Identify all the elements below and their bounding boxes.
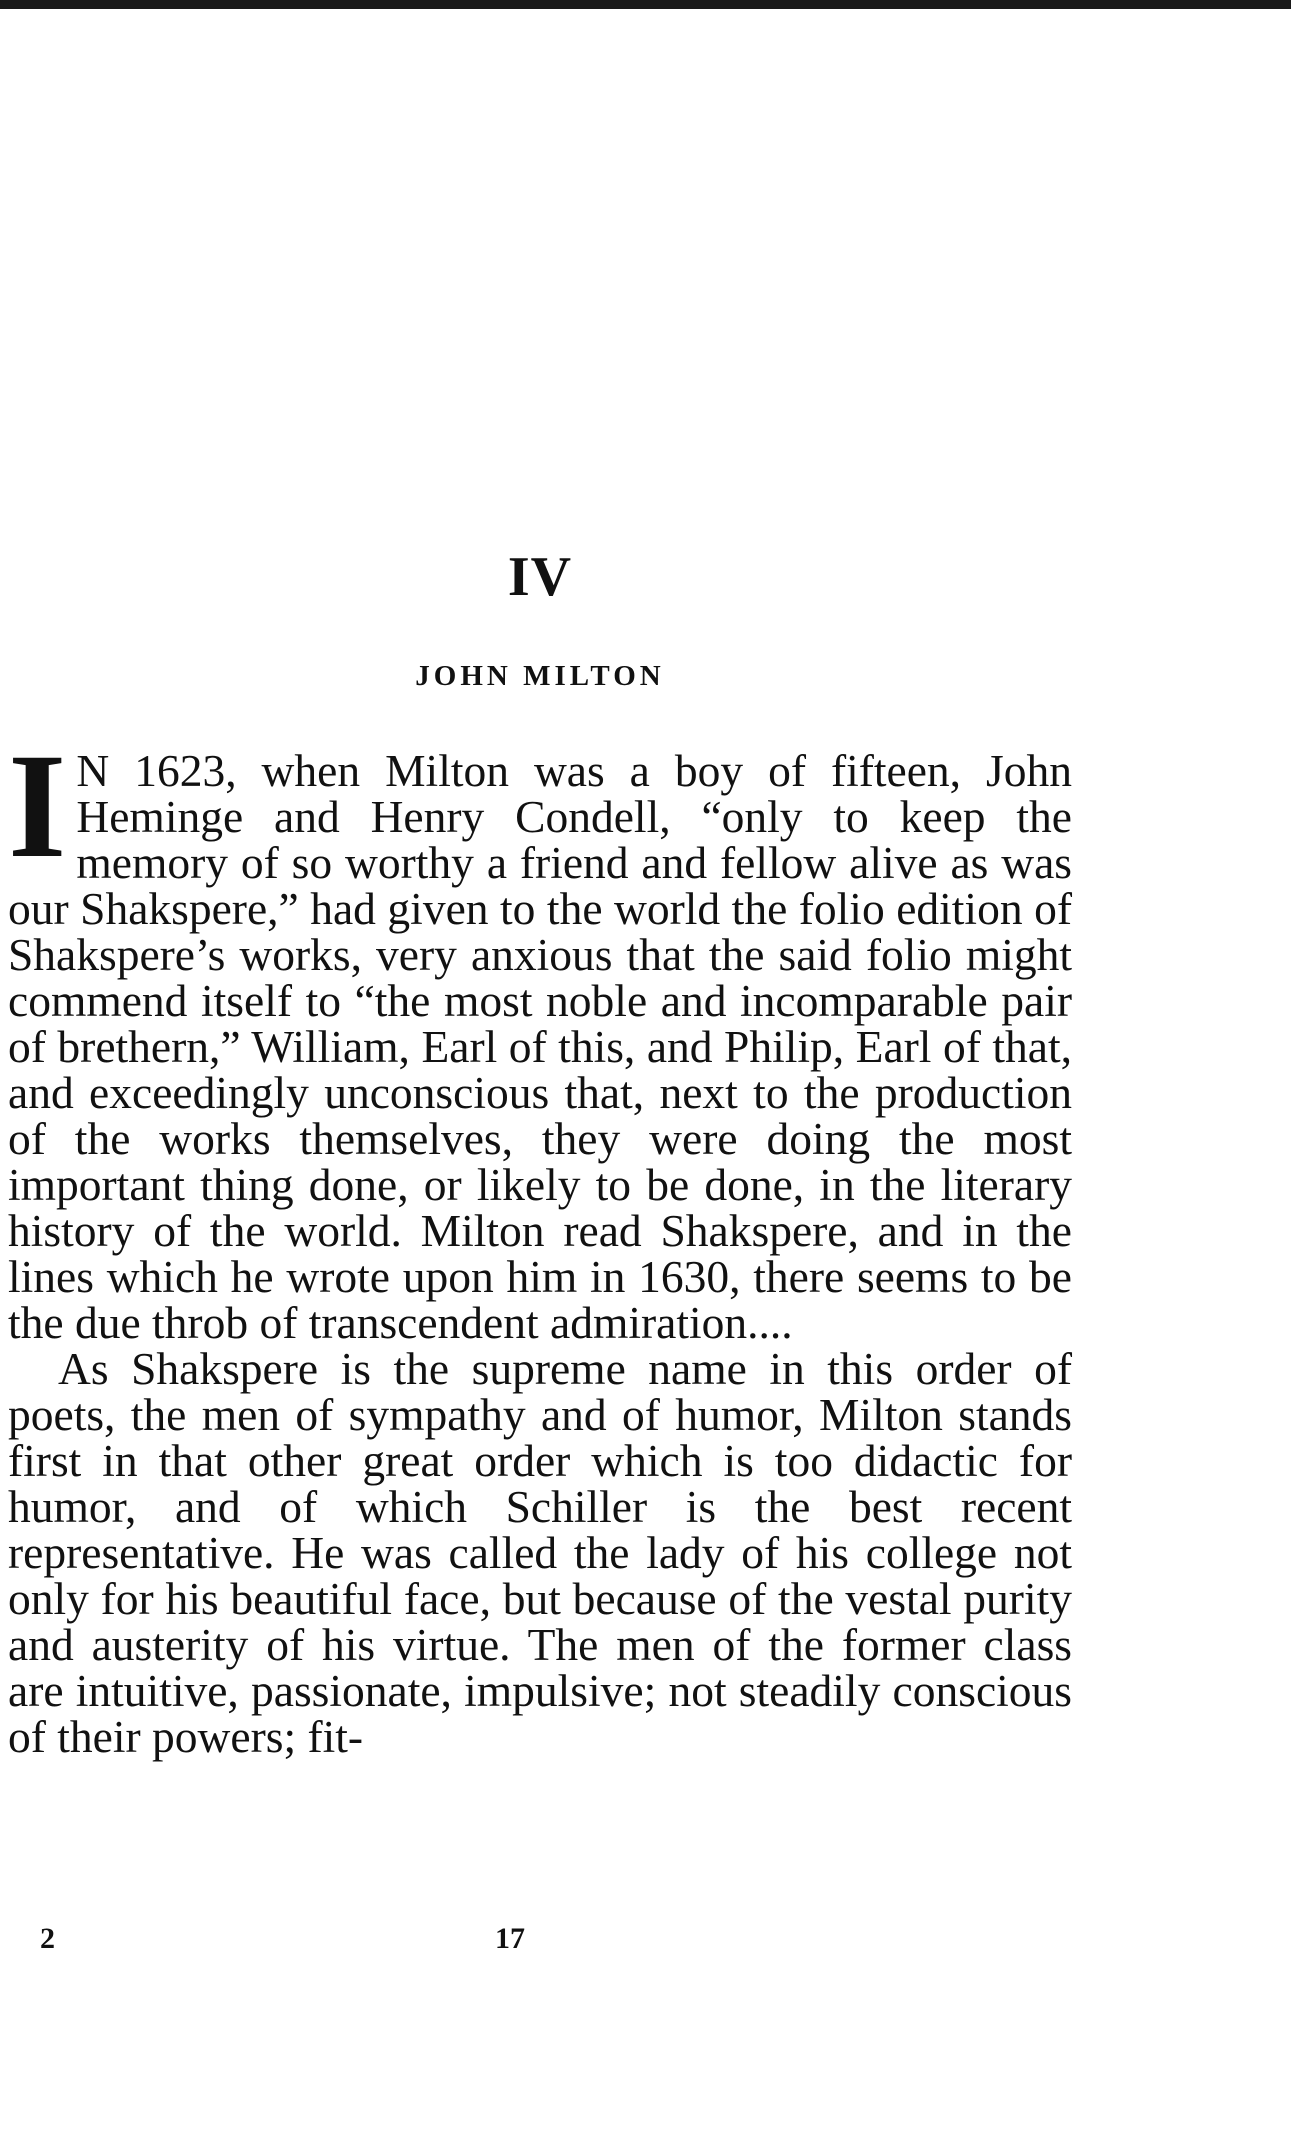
body-text (8, 723, 1072, 1762)
page-number: 17 (495, 1922, 525, 1955)
top-rule (0, 0, 1291, 9)
paragraph-2: As Shakspere is the supreme name in this order of poets, the men of sympathy and of humor, Milton stands first in that other great order which is too didactic for humor, and of which Schiller is the best recent representative. He was called the lady of his college not only for his beautiful face, but because of the vestal purity and austerity of his virtue. The men of the former class are intuitive, passionate, impulsive; not steadily conscious of their powers; fit- (8, 1343, 1072, 1762)
drop-cap: I (8, 723, 67, 889)
paragraph-1-text: N 1623, when Milton was a boy of fifteen, John Heminge and Henry Condell, “only to keep the memory of so worthy a friend and fellow alive as was our Shakspere,” had given to the world the folio edition of Shakspere’s works, very anxious that the said folio might commend itself to “the most noble and incomparable pair of brethern,” William, Earl of this, and Philip, Earl of that, and exceedingly unconscious that, next to the production of the works themselves, they were doing the most important thing done, or likely to be done, in the literary history of the world. Milton read Shakspere, and in the lines which he wrote upon him in 1630, there seems to be the due throb of transcendent admiration.... (8, 745, 1072, 1348)
chapter-number: IV (507, 546, 573, 608)
paragraph-1 (8, 723, 1072, 1348)
chapter-title: JOHN MILTON (415, 660, 665, 692)
signature-mark: 2 (40, 1922, 55, 1955)
